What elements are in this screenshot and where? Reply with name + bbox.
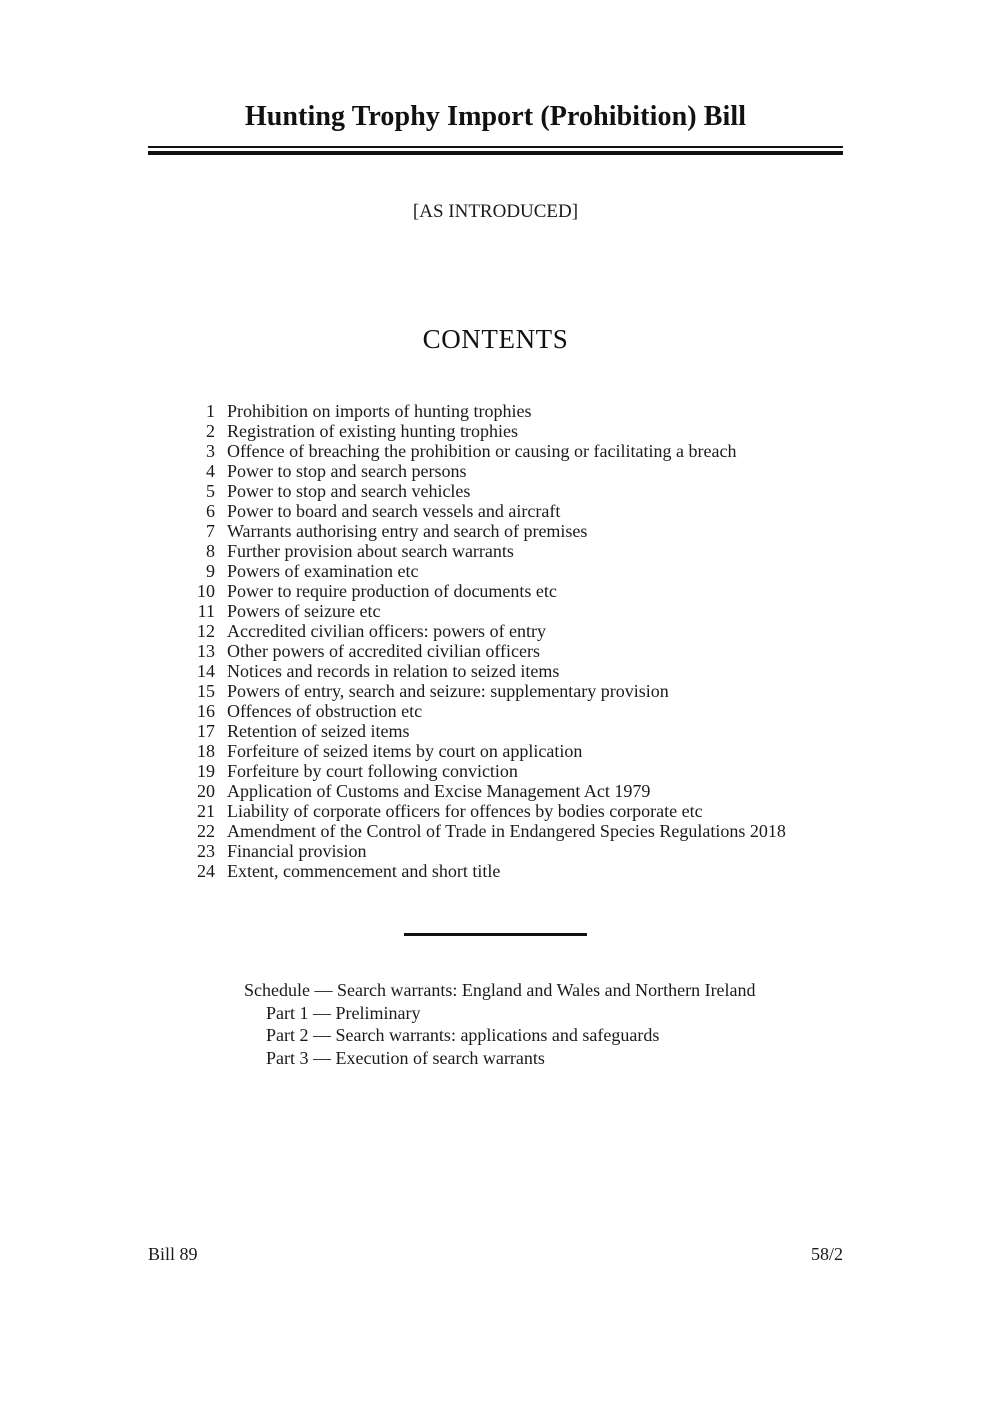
clause-number: 24 xyxy=(197,861,215,881)
list-item[interactable] xyxy=(185,681,945,701)
clause-title: Powers of entry, search and seizure: supplementary provision xyxy=(227,681,669,701)
clause-number: 13 xyxy=(197,641,215,661)
list-item[interactable] xyxy=(185,821,945,841)
clause-title: Offence of breaching the prohibition or causing or facilitating a breach xyxy=(227,441,737,461)
contents-heading: CONTENTS xyxy=(422,324,569,354)
clause-number: 21 xyxy=(197,801,215,821)
stage-note: [AS INTRODUCED] xyxy=(412,201,579,222)
clause-title: Application of Customs and Excise Management Act 1979 xyxy=(227,781,651,801)
list-item[interactable] xyxy=(185,701,945,721)
clause-title: Financial provision xyxy=(227,841,367,861)
clause-title: Retention of seized items xyxy=(227,721,410,741)
clause-number: 20 xyxy=(197,781,215,801)
clause-number: 5 xyxy=(206,481,215,501)
schedule-part-2[interactable]: Part 2 — Search warrants: applications and safeguards xyxy=(266,1025,660,1045)
schedule-heading[interactable]: Schedule — Search warrants: England and Wales and Northern Ireland xyxy=(244,980,756,1000)
clause-title: Amendment of the Control of Trade in Endangered Species Regulations 2018 xyxy=(227,821,786,841)
clause-number: 2 xyxy=(206,421,215,441)
list-item[interactable] xyxy=(185,401,945,421)
clause-number: 10 xyxy=(197,581,215,601)
clause-number: 4 xyxy=(206,461,215,481)
clause-number: 12 xyxy=(197,621,215,641)
clause-list xyxy=(185,401,945,881)
clause-number: 1 xyxy=(206,401,215,421)
list-item[interactable] xyxy=(185,541,945,561)
list-item[interactable] xyxy=(185,501,945,521)
list-item[interactable] xyxy=(185,481,945,501)
clause-title: Offences of obstruction etc xyxy=(227,701,423,721)
list-item[interactable] xyxy=(185,721,945,741)
list-item[interactable] xyxy=(185,601,945,621)
clause-title: Other powers of accredited civilian officers xyxy=(227,641,541,661)
title-block xyxy=(148,100,843,155)
list-item[interactable] xyxy=(185,761,945,781)
clause-title: Power to stop and search persons xyxy=(227,461,467,481)
section-divider-rule xyxy=(404,933,587,936)
title-rule-thick xyxy=(148,151,843,155)
clause-title: Further provision about search warrants xyxy=(227,541,514,561)
title-double-rule xyxy=(148,146,843,155)
schedule-part-3[interactable]: Part 3 — Execution of search warrants xyxy=(266,1047,545,1068)
schedule-part-1[interactable]: Part 1 — Preliminary xyxy=(266,1002,421,1023)
list-item[interactable] xyxy=(185,781,945,801)
clause-title: Power to require production of documents etc xyxy=(227,581,557,601)
clause-number: 11 xyxy=(197,601,215,621)
clause-number: 3 xyxy=(206,441,215,461)
clause-title: Registration of existing hunting trophies xyxy=(227,421,518,441)
clause-number: 22 xyxy=(197,821,215,841)
clause-number: 15 xyxy=(197,681,215,701)
clause-title: Liability of corporate officers for offences by bodies corporate etc xyxy=(227,801,703,821)
list-item[interactable] xyxy=(185,441,945,461)
clause-title: Power to board and search vessels and aircraft xyxy=(227,501,561,521)
list-item[interactable] xyxy=(185,581,945,601)
list-item[interactable] xyxy=(185,661,945,681)
list-item[interactable] xyxy=(185,861,945,881)
clause-number: 14 xyxy=(197,661,215,681)
schedule-block xyxy=(244,979,944,1069)
clause-title: Powers of seizure etc xyxy=(227,601,381,621)
clause-title: Notices and records in relation to seized items xyxy=(227,661,560,681)
clause-title: Forfeiture by court following conviction xyxy=(227,761,518,781)
clause-title: Powers of examination etc xyxy=(227,561,419,581)
clause-number: 8 xyxy=(206,541,215,561)
session-reference: 58/2 xyxy=(810,1244,843,1264)
clause-number: 18 xyxy=(197,741,215,761)
page-title: Hunting Trophy Import (Prohibition) Bill xyxy=(244,101,747,132)
list-item[interactable] xyxy=(185,521,945,541)
list-item[interactable] xyxy=(185,621,945,641)
clause-title: Extent, commencement and short title xyxy=(227,861,501,881)
list-item[interactable] xyxy=(185,741,945,761)
clause-number: 6 xyxy=(206,501,215,521)
list-item[interactable] xyxy=(185,421,945,441)
page-footer xyxy=(148,1243,843,1265)
list-item[interactable] xyxy=(185,561,945,581)
clause-number: 9 xyxy=(206,561,215,581)
bill-number: Bill 89 xyxy=(148,1244,198,1264)
clause-title: Forfeiture of seized items by court on application xyxy=(227,741,583,761)
clause-number: 19 xyxy=(197,761,215,781)
clause-title: Warrants authorising entry and search of premises xyxy=(227,521,588,541)
list-item[interactable] xyxy=(185,641,945,661)
list-item[interactable] xyxy=(185,801,945,821)
clause-number: 16 xyxy=(197,701,215,721)
list-item[interactable] xyxy=(185,841,945,861)
list-item[interactable] xyxy=(185,461,945,481)
clause-title: Prohibition on imports of hunting trophies xyxy=(227,401,532,421)
clause-title: Power to stop and search vehicles xyxy=(227,481,471,501)
clause-number: 23 xyxy=(197,841,215,861)
clause-title: Accredited civilian officers: powers of entry xyxy=(227,621,547,641)
clause-number: 7 xyxy=(206,521,215,541)
clause-number: 17 xyxy=(197,721,215,741)
